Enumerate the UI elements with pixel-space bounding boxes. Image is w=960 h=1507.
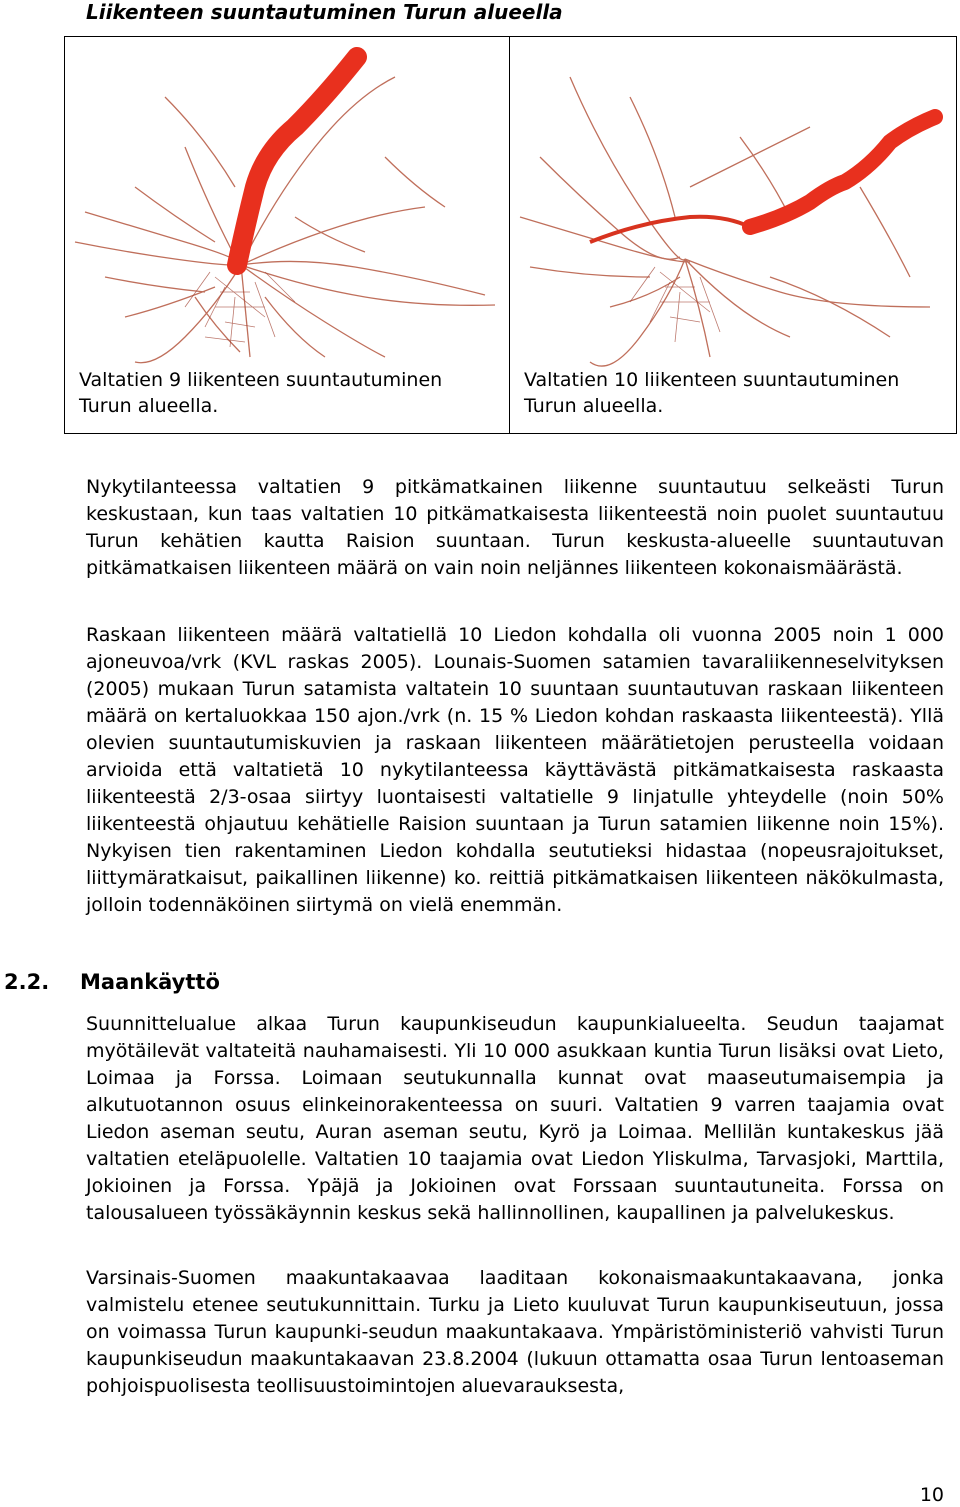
page-number: 10: [919, 1484, 944, 1506]
vt10-traffic-map: [510, 37, 955, 367]
vt10-highlight-route: [750, 117, 935, 227]
paragraph-1: Nykytilanteessa valtatien 9 pitkämatkainen liikenne suuntautuu selkeästi Turun keskustaan, kun taas valtatien 10 pitkämatkaisesta liikenteestä noin puolet suuntautuu Turun kehätien kautta Raision suuntaan. Turun keskusta-alueelle suuntautuvan pitkämatkaisen liikenteen määrä on vain noin neljännes liikenteen kokonaismäärästä.: [86, 476, 944, 579]
figure-vt10: [510, 37, 956, 433]
section-number: 2.2.: [4, 970, 50, 994]
paragraph-3: Suunnittelualue alkaa Turun kaupunkiseudun kaupunkialueelta. Seudun taajamat myötäilevät valtateitä nauhamaisesti. Yli 10 000 asukkaan kuntia Turun lisäksi ovat Lieto, Loimaa ja Forssa. Loimaan seutukunnalla kunnat ovat maaseutumaisempia ja alkutuotannon osuus elinkeinorakenteessa on suuri. Valtatien 9 varren taajamia ovat Liedon aseman seutu, Auran aseman seutu, Kyrö ja Loimaa. Mellilän kuntakeskus jää valtatien eteläpuolelle. Valtatien 10 taajamia ovat Liedon Yliskulma, Tarvasjoki, Marttila, Jokioinen ja Forssa. Ypäjä ja Jokioinen ovat Forssaan suuntautuneita. Forssa on talousalueen työssäkäynnin keskus sekä hallinnollinen, kaupallinen ja palvelukeskus.: [86, 1013, 944, 1224]
figure-vt9: [65, 37, 510, 433]
paragraph-2: Raskaan liikenteen määrä valtatiellä 10 Liedon kohdalla oli vuonna 2005 noin 1 000 ajoneuvoa/vrk (KVL raskas 2005). Lounais-Suomen satamien tavaraliikenneselvityksen (2005) mukaan Turun satamista valtatein 10 suuntaan suuntautuvan raskaan liikenteen määrä on kertaluokkaa 150 ajon./vrk (n. 15 % Liedon kohdan raskaasta liikenteestä). Yllä olevien suuntautumiskuvien ja raskaan liikenteen määrätietojen perusteella voidaan arvioida että valtatietä 10 nykytilanteessa käyttävästä pitkämatkaisesta raskaasta liikenteestä 2/3-osaa siirtyy luontaisesti valtatielle 9 linjatulle yhteydelle (noin 50% liikenteestä ohjautuu kehätielle Raision suuntaan ja Turun satamien liikenne noin 15%). Nykyisen tien rakentaminen Liedon kohdalla seututieksi hidastaa (nopeusrajoitukset, liittymäratkaisut, paikallinen liikenne) ko. reittiä pitkämatkaisen liikenteen näkökulmasta, jolloin todennäköinen siirtymä on vielä enemmän.: [86, 624, 944, 916]
paragraph-4: Varsinais-Suomen maakuntakaavaa laaditaan kokonaismaakuntakaavana, jonka valmistelu etenee seutukunnittain. Turku ja Lieto kuuluvat Turun kaupunkiseutuun, jossa on voimassa Turun kaupunki-seudun maakuntakaava. Ympäristöministeriö vahvisti Turun kaupunkiseudun maakuntakaavan 23.8.2004 (lukuun ottamatta osaa Turun lentoaseman pohjoispuolisesta teollisuustoimintojen aluevarauksesta,: [86, 1267, 944, 1397]
figure-caption: Valtatien 9 liikenteen suuntautuminen Turun alueella.: [79, 369, 443, 417]
vt9-highlight-route: [237, 57, 357, 265]
section-title: Maankäyttö: [80, 970, 220, 994]
vt10-ring-road: [590, 217, 750, 242]
figure-caption: Valtatien 10 liikenteen suuntautuminen Turun alueella.: [524, 369, 900, 417]
figure-table: [64, 36, 957, 434]
page-heading: Liikenteen suuntautuminen Turun alueella: [86, 0, 563, 24]
section-heading: [4, 970, 220, 994]
vt9-traffic-map: [65, 37, 509, 367]
